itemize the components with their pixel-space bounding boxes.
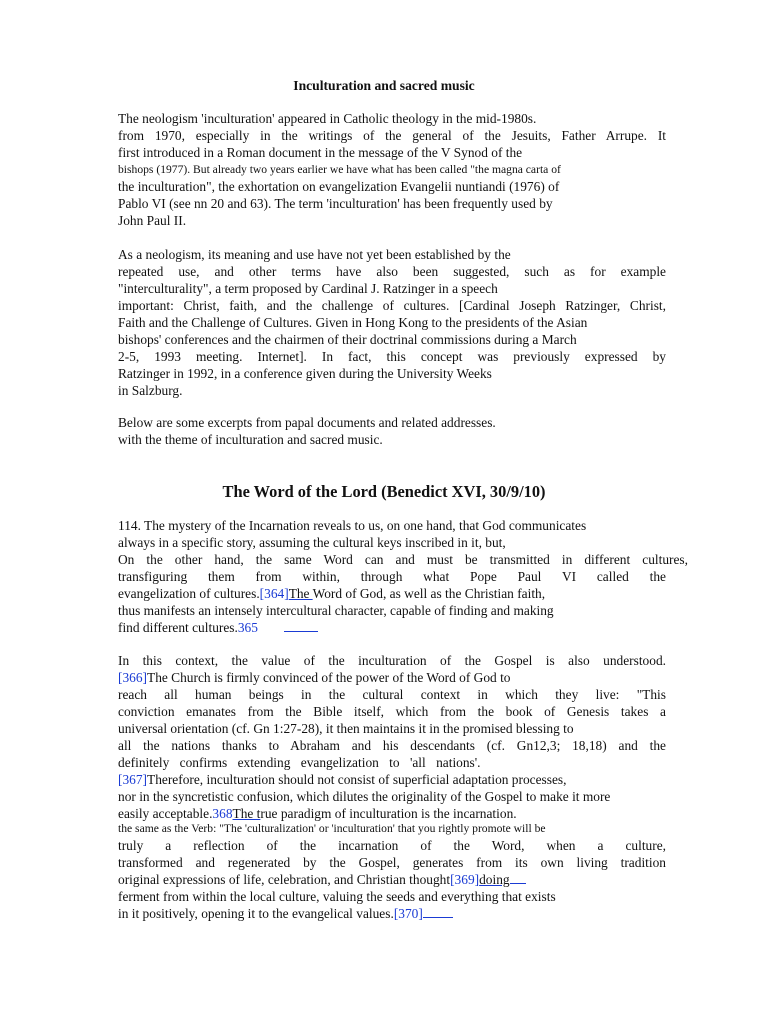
footnote-link-370[interactable]: [370]: [393, 906, 423, 921]
paragraph-line: Faith and the Challenge of Cultures. Given in Hong Kong to the presidents of the Asian: [118, 315, 588, 330]
footnote-link-367[interactable]: [367]: [118, 772, 148, 787]
paragraph-line: [118, 585, 545, 602]
paragraph-line: first introduced in a Roman document in the message of the V Synod of the: [118, 145, 523, 160]
paragraph-line: [118, 619, 318, 636]
paragraph-line: [118, 905, 453, 922]
paragraph-line: Ratzinger in 1992, in a conference given during the University Weeks: [118, 366, 492, 381]
text-run: rue paradigm of inculturation is the incarnation.: [260, 806, 517, 821]
paragraph-line: in Salzburg.: [118, 383, 183, 398]
text-run: Word of God, as well as the Christian faith,: [312, 586, 546, 601]
paragraph-line: As a neologism, its meaning and use have not yet been established by the: [118, 247, 511, 262]
hyperlink-text[interactable]: doing: [479, 872, 510, 887]
paragraph-line: bishops' conferences and the chairmen of their doctrinal commissions during a March: [118, 332, 577, 347]
paragraph-line: definitely confirms extending evangelization to 'all nations'.: [118, 755, 481, 770]
paragraph-line: In this context, the value of the inculturation of the Gospel is also understood.: [118, 653, 666, 668]
text-run: evangelization of cultures.: [118, 586, 260, 601]
footnote-link-365[interactable]: 365: [237, 620, 258, 635]
text-run: The Church is firmly convinced of the power of the Word of God to: [147, 670, 511, 685]
paragraph-line: the same as the Verb: "The 'culturalization' or 'inculturation' that you rightly promote will be: [118, 822, 546, 835]
paragraph-line: all the nations thanks to Abraham and his descendants (cf. Gn12,3; 18,18) and the: [118, 738, 666, 753]
text-run: Therefore, inculturation should not consist of superficial adaptation processes,: [147, 772, 567, 787]
text-run: in it positively, opening it to the evangelical values.: [118, 906, 394, 921]
paragraph-line: [118, 871, 526, 888]
paragraph-line: John Paul II.: [118, 213, 187, 228]
paragraph-line: Pablo VI (see nn 20 and 63). The term 'inculturation' has been frequently used by: [118, 196, 553, 211]
paragraph-line: reach all human beings in the cultural context in which they live: "This: [118, 687, 666, 702]
paragraph-line: with the theme of inculturation and sacred music.: [118, 432, 383, 447]
footnote-link-369[interactable]: [369]: [450, 872, 480, 887]
paragraph-line: truly a reflection of the incarnation of the Word, when a culture,: [118, 838, 666, 853]
paragraph-line: transfiguring them from within, through what Pope Paul VI called the: [118, 569, 666, 584]
text-run: find different cultures.: [118, 620, 238, 635]
hyperlink-text[interactable]: The: [288, 586, 313, 601]
paragraph-line: 114. The mystery of the Incarnation reveals to us, on one hand, that God communicates: [118, 518, 587, 533]
paragraph-line: ferment from within the local culture, valuing the seeds and everything that exists: [118, 889, 556, 904]
link-underline[interactable]: [284, 619, 318, 632]
link-underline[interactable]: [510, 871, 526, 884]
paragraph-line: repeated use, and other terms have also been suggested, such as for example: [118, 264, 666, 279]
hyperlink-text[interactable]: The t: [232, 806, 261, 821]
paragraph-line: bishops (1977). But already two years earlier we have what has been called "the magna carta of: [118, 163, 561, 176]
paragraph-line: nor in the syncretistic confusion, which dilutes the originality of the Gospel to make it more: [118, 789, 611, 804]
document-title: Inculturation and sacred music: [293, 78, 475, 93]
text-run: original expressions of life, celebration, and Christian thought: [118, 872, 451, 887]
paragraph-line: "interculturality", a term proposed by Cardinal J. Ratzinger in a speech: [118, 281, 498, 296]
paragraph-line: conviction emanates from the Bible itself, which from the book of Genesis takes a: [118, 704, 666, 719]
text-run: easily acceptable.: [118, 806, 213, 821]
paragraph-line: from 1970, especially in the writings of the general of the Jesuits, Father Arrupe. It: [118, 128, 666, 143]
paragraph-line: 2-5, 1993 meeting. Internet]. In fact, this concept was previously expressed by: [118, 349, 666, 364]
paragraph-line: important: Christ, faith, and the challenge of cultures. [Cardinal Joseph Ratzinger, Christ,: [118, 298, 666, 313]
paragraph-line: The neologism 'inculturation' appeared in Catholic theology in the mid-1980s.: [118, 111, 537, 126]
footnote-link-364[interactable]: [364]: [259, 586, 289, 601]
paragraph-line: universal orientation (cf. Gn 1:27-28), it then maintains it in the promised blessing to: [118, 721, 574, 736]
paragraph-line: always in a specific story, assuming the cultural keys inscribed in it, but,: [118, 535, 506, 550]
footnote-link-366[interactable]: [366]: [118, 670, 148, 685]
footnote-link-368[interactable]: 368: [212, 806, 233, 821]
paragraph-line: the inculturation", the exhortation on evangelization Evangelii nuntiandi (1976) of: [118, 179, 560, 194]
paragraph-line: [118, 771, 566, 788]
paragraph-line: thus manifests an intensely intercultural character, capable of finding and making: [118, 603, 554, 618]
section-title: The Word of the Lord (Benedict XVI, 30/9/10): [222, 482, 546, 501]
paragraph-line: transformed and regenerated by the Gospel, generates from its own living tradition: [118, 855, 666, 870]
paragraph-line: [118, 669, 511, 686]
link-underline[interactable]: [423, 905, 453, 918]
paragraph-line: On the other hand, the same Word can and must be transmitted in different cultures,: [118, 552, 688, 567]
paragraph-line: Below are some excerpts from papal documents and related addresses.: [118, 415, 496, 430]
